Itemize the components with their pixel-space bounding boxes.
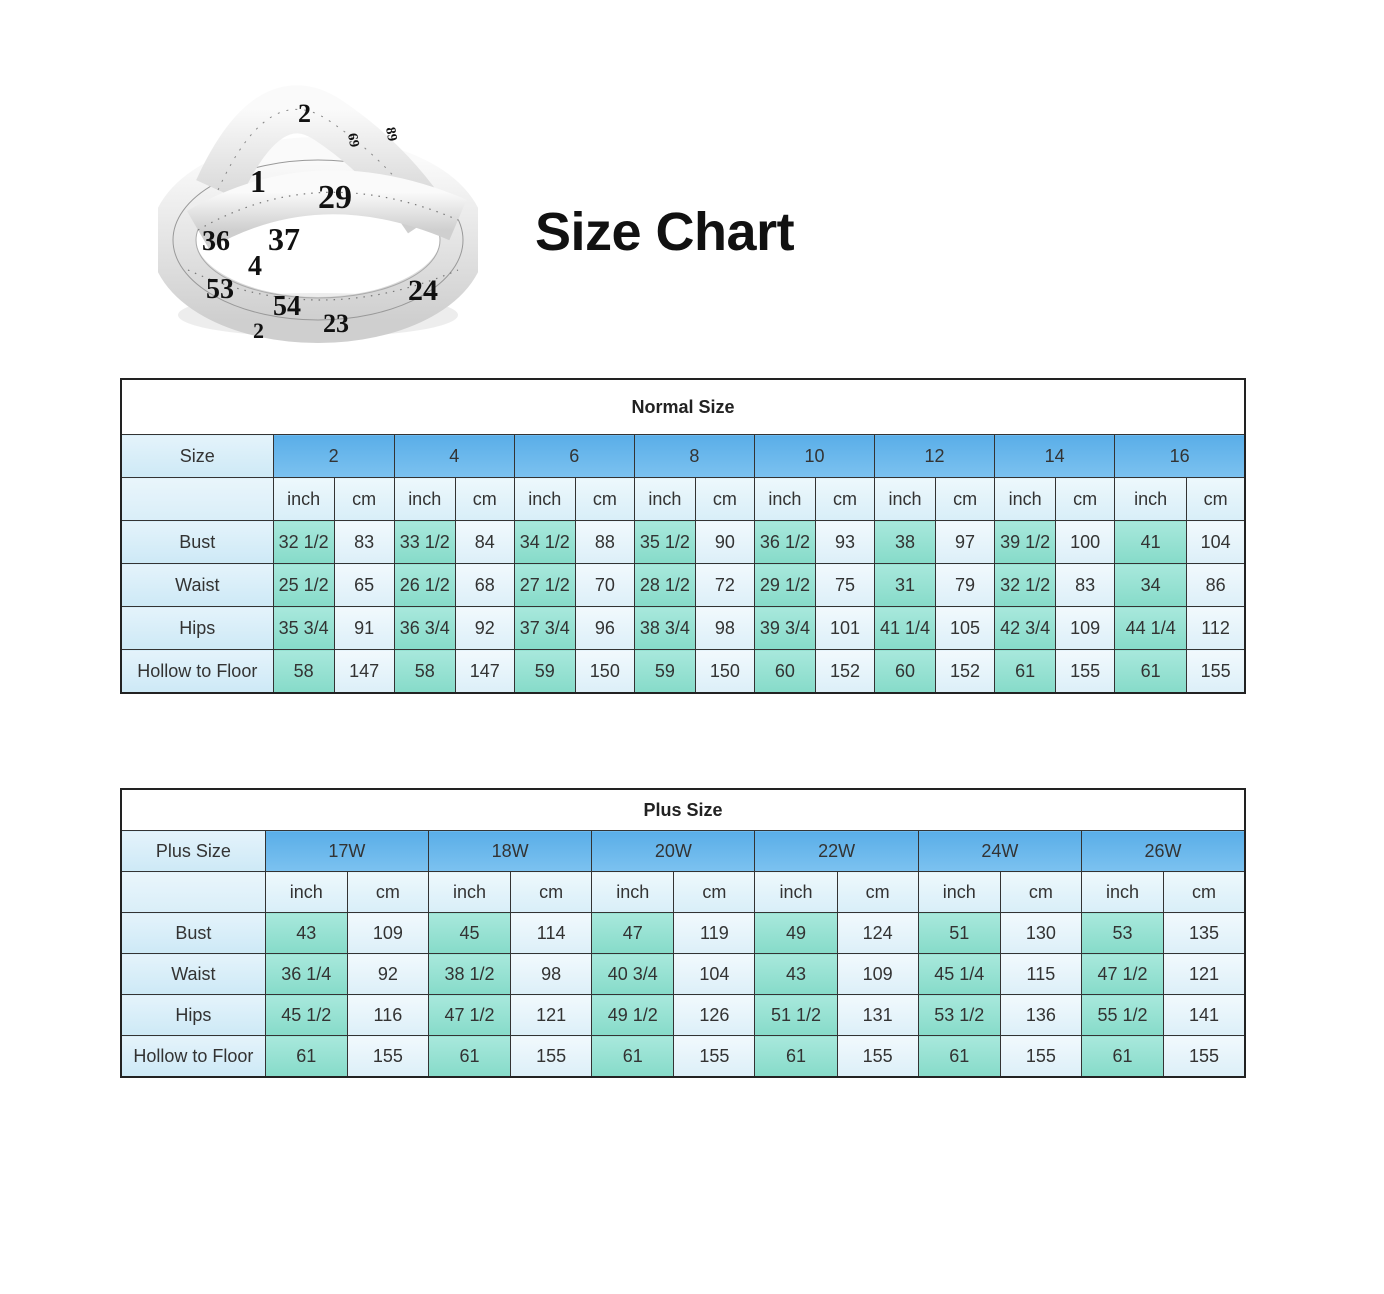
inch-value: 28 1/2: [634, 564, 695, 607]
tape-number: 4: [248, 251, 262, 282]
tape-number: 36: [202, 226, 230, 257]
normal-size-table: [120, 378, 1246, 694]
cm-value: 155: [1056, 650, 1115, 694]
cm-value: 155: [1187, 650, 1245, 694]
unit-inch: inch: [918, 872, 1000, 913]
cm-value: 72: [695, 564, 754, 607]
cm-value: 97: [936, 521, 995, 564]
tape-number: 24: [408, 274, 438, 307]
cm-value: 65: [334, 564, 394, 607]
cm-value: 91: [334, 607, 394, 650]
inch-value: 42 3/4: [995, 607, 1056, 650]
inch-value: 34: [1115, 564, 1187, 607]
table-row: [121, 650, 1245, 694]
cm-value: 130: [1000, 913, 1081, 954]
row-label: Hollow to Floor: [121, 650, 273, 694]
inch-value: 53: [1081, 913, 1163, 954]
unit-inch: inch: [755, 872, 837, 913]
inch-value: 60: [875, 650, 936, 694]
unit-inch: inch: [1081, 872, 1163, 913]
row-label: Hips: [121, 607, 273, 650]
table-row: [121, 521, 1245, 564]
unit-inch: inch: [428, 872, 510, 913]
inch-value: 38 1/2: [428, 954, 510, 995]
inch-value: 61: [428, 1036, 510, 1078]
table-caption-row: [121, 789, 1245, 831]
inch-value: 43: [755, 954, 837, 995]
inch-value: 38: [875, 521, 936, 564]
cm-value: 147: [455, 650, 514, 694]
unit-cm: cm: [455, 478, 514, 521]
size-header: 4: [394, 435, 514, 478]
cm-value: 101: [815, 607, 874, 650]
cm-value: 93: [815, 521, 874, 564]
size-header: 20W: [592, 831, 755, 872]
table-caption-row: [121, 379, 1245, 435]
cm-value: 84: [455, 521, 514, 564]
inch-value: 34 1/2: [514, 521, 575, 564]
unit-inch: inch: [754, 478, 815, 521]
size-header: 12: [875, 435, 995, 478]
size-header: 22W: [755, 831, 918, 872]
cm-value: 79: [936, 564, 995, 607]
inch-value: 25 1/2: [273, 564, 334, 607]
cm-value: 115: [1000, 954, 1081, 995]
inch-value: 32 1/2: [273, 521, 334, 564]
cm-value: 155: [511, 1036, 592, 1078]
table-row: [121, 995, 1245, 1036]
tape-number: 29: [318, 179, 352, 216]
size-header: 2: [273, 435, 394, 478]
table-caption: Plus Size: [121, 789, 1245, 831]
unit-cm: cm: [1056, 478, 1115, 521]
inch-value: 40 3/4: [592, 954, 674, 995]
unit-row-blank: [121, 872, 265, 913]
inch-value: 61: [1081, 1036, 1163, 1078]
inch-value: 58: [394, 650, 455, 694]
inch-value: 45 1/2: [265, 995, 347, 1036]
cm-value: 96: [575, 607, 634, 650]
size-header: 26W: [1081, 831, 1245, 872]
unit-cm: cm: [936, 478, 995, 521]
cm-value: 104: [674, 954, 755, 995]
cm-value: 155: [1164, 1036, 1245, 1078]
inch-value: 61: [265, 1036, 347, 1078]
size-header: 10: [754, 435, 874, 478]
inch-value: 61: [755, 1036, 837, 1078]
unit-cm: cm: [695, 478, 754, 521]
unit-cm: cm: [347, 872, 428, 913]
inch-value: 36 1/4: [265, 954, 347, 995]
inch-value: 47 1/2: [1081, 954, 1163, 995]
inch-value: 53 1/2: [918, 995, 1000, 1036]
unit-inch: inch: [394, 478, 455, 521]
table-row: [121, 913, 1245, 954]
table-row: [121, 954, 1245, 995]
tape-number: 53: [206, 274, 234, 305]
table-row: [121, 564, 1245, 607]
inch-value: 51: [918, 913, 1000, 954]
cm-value: 105: [936, 607, 995, 650]
size-header: 18W: [428, 831, 591, 872]
cm-value: 150: [695, 650, 754, 694]
unit-inch: inch: [995, 478, 1056, 521]
inch-value: 51 1/2: [755, 995, 837, 1036]
inch-value: 47: [592, 913, 674, 954]
size-header-label: Size: [121, 435, 273, 478]
inch-value: 55 1/2: [1081, 995, 1163, 1036]
cm-value: 124: [837, 913, 918, 954]
table-row: [121, 1036, 1245, 1078]
cm-value: 155: [837, 1036, 918, 1078]
size-header: 6: [514, 435, 634, 478]
row-label: Hips: [121, 995, 265, 1036]
cm-value: 83: [334, 521, 394, 564]
unit-cm: cm: [1187, 478, 1245, 521]
inch-value: 33 1/2: [394, 521, 455, 564]
cm-value: 86: [1187, 564, 1245, 607]
inch-value: 61: [918, 1036, 1000, 1078]
page-title: Size Chart: [535, 202, 795, 262]
inch-value: 37 3/4: [514, 607, 575, 650]
row-label: Waist: [121, 564, 273, 607]
tape-number: 1: [250, 163, 266, 199]
inch-value: 38 3/4: [634, 607, 695, 650]
inch-value: 41 1/4: [875, 607, 936, 650]
inch-value: 36 3/4: [394, 607, 455, 650]
row-label: Hollow to Floor: [121, 1036, 265, 1078]
unit-inch: inch: [265, 872, 347, 913]
cm-value: 68: [455, 564, 514, 607]
unit-cm: cm: [575, 478, 634, 521]
cm-value: 121: [511, 995, 592, 1036]
inch-value: 39 1/2: [995, 521, 1056, 564]
size-header-row: [121, 831, 1245, 872]
tape-number: 2: [253, 318, 264, 343]
cm-value: 75: [815, 564, 874, 607]
tape-number: 69: [344, 132, 362, 149]
unit-cm: cm: [334, 478, 394, 521]
unit-inch: inch: [1115, 478, 1187, 521]
cm-value: 136: [1000, 995, 1081, 1036]
unit-inch: inch: [634, 478, 695, 521]
cm-value: 152: [815, 650, 874, 694]
cm-value: 109: [1056, 607, 1115, 650]
cm-value: 92: [347, 954, 428, 995]
cm-value: 155: [347, 1036, 428, 1078]
inch-value: 59: [514, 650, 575, 694]
cm-value: 92: [455, 607, 514, 650]
cm-value: 112: [1187, 607, 1245, 650]
inch-value: 49: [755, 913, 837, 954]
size-header-label: Plus Size: [121, 831, 265, 872]
inch-value: 29 1/2: [754, 564, 815, 607]
cm-value: 109: [837, 954, 918, 995]
row-label: Waist: [121, 954, 265, 995]
inch-value: 39 3/4: [754, 607, 815, 650]
cm-value: 147: [334, 650, 394, 694]
unit-cm: cm: [815, 478, 874, 521]
inch-value: 36 1/2: [754, 521, 815, 564]
cm-value: 131: [837, 995, 918, 1036]
cm-value: 135: [1164, 913, 1245, 954]
cm-value: 116: [347, 995, 428, 1036]
unit-inch: inch: [592, 872, 674, 913]
size-header: 8: [634, 435, 754, 478]
tape-number: 2: [298, 99, 311, 128]
cm-value: 98: [511, 954, 592, 995]
table-caption: Normal Size: [121, 379, 1245, 435]
cm-value: 109: [347, 913, 428, 954]
inch-value: 45 1/4: [918, 954, 1000, 995]
row-label: Bust: [121, 913, 265, 954]
inch-value: 35 3/4: [273, 607, 334, 650]
size-header: 16: [1115, 435, 1245, 478]
tape-number: 89: [382, 126, 400, 143]
table-row: [121, 607, 1245, 650]
inch-value: 45: [428, 913, 510, 954]
unit-cm: cm: [837, 872, 918, 913]
inch-value: 26 1/2: [394, 564, 455, 607]
unit-inch: inch: [875, 478, 936, 521]
size-header-row: [121, 435, 1245, 478]
cm-value: 70: [575, 564, 634, 607]
unit-inch: inch: [514, 478, 575, 521]
cm-value: 155: [674, 1036, 755, 1078]
inch-value: 59: [634, 650, 695, 694]
inch-value: 43: [265, 913, 347, 954]
cm-value: 114: [511, 913, 592, 954]
unit-cm: cm: [1164, 872, 1245, 913]
cm-value: 152: [936, 650, 995, 694]
inch-value: 60: [754, 650, 815, 694]
unit-row: [121, 872, 1245, 913]
cm-value: 83: [1056, 564, 1115, 607]
tape-number: 37: [268, 221, 300, 257]
inch-value: 35 1/2: [634, 521, 695, 564]
unit-row: [121, 478, 1245, 521]
inch-value: 41: [1115, 521, 1187, 564]
inch-value: 31: [875, 564, 936, 607]
cm-value: 90: [695, 521, 754, 564]
cm-value: 100: [1056, 521, 1115, 564]
cm-value: 88: [575, 521, 634, 564]
unit-row-blank: [121, 478, 273, 521]
inch-value: 61: [995, 650, 1056, 694]
cm-value: 104: [1187, 521, 1245, 564]
unit-cm: cm: [511, 872, 592, 913]
size-header: 14: [995, 435, 1115, 478]
cm-value: 126: [674, 995, 755, 1036]
unit-cm: cm: [674, 872, 755, 913]
measuring-tape-image: [158, 70, 478, 360]
cm-value: 141: [1164, 995, 1245, 1036]
cm-value: 150: [575, 650, 634, 694]
cm-value: 119: [674, 913, 755, 954]
inch-value: 27 1/2: [514, 564, 575, 607]
inch-value: 49 1/2: [592, 995, 674, 1036]
inch-value: 32 1/2: [995, 564, 1056, 607]
cm-value: 155: [1000, 1036, 1081, 1078]
cm-value: 98: [695, 607, 754, 650]
inch-value: 47 1/2: [428, 995, 510, 1036]
unit-cm: cm: [1000, 872, 1081, 913]
size-header: 24W: [918, 831, 1081, 872]
inch-value: 61: [592, 1036, 674, 1078]
plus-size-table: [120, 788, 1246, 1078]
inch-value: 61: [1115, 650, 1187, 694]
size-header: 17W: [265, 831, 428, 872]
unit-inch: inch: [273, 478, 334, 521]
tape-number: 54: [273, 291, 301, 322]
inch-value: 44 1/4: [1115, 607, 1187, 650]
inch-value: 58: [273, 650, 334, 694]
cm-value: 121: [1164, 954, 1245, 995]
tape-number: 23: [323, 309, 349, 338]
row-label: Bust: [121, 521, 273, 564]
